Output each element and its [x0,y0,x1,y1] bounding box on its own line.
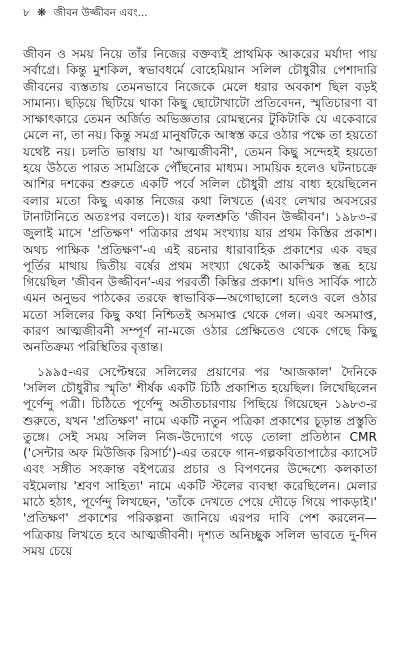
page-number: ৮ [23,7,30,19]
running-title: জীবন উজ্জীবন এবং... [53,7,148,19]
paragraph-2: ১৯৯৫-এর সেপ্টেম্বরে সলিলের প্রয়াণের পর 'আজকাল' দৈনিকে 'সলিল চৌধুরীর স্মৃতি' শীর্ষক একটি চিঠি প্রকাশিত হয়েছিল। লিখেছিলেন পূর্ণেন্দু পত্রী। চিঠিতে পূর্ণেন্দু অতীতচারণায় পিছিয়ে গিয়েছেন ১৯৮৩-র শুরুতে, যখন 'প্রতিক্ষণ' নামে একটি নতুন পত্রিকা প্রকাশের চূড়ান্ত প্রস্তুতি তুঙ্গে। সেই সময় সলিল নিজ-উদ্যোগে গড়ে তোলা প্রতিষ্ঠান CMR ('সেন্টার অফ মিউজিক রিসার্চ')-এর তরফে গান-গল্পকবিতাপাঠের ক্যাসেট এবং সঙ্গীত সংক্রান্ত বইপত্রের প্রচার ও বিপণনের উদ্দেশ্যে কলকাতা বইমেলায় 'শ্রবণ সাহিত্য' নামে একটি স্টলের ব্যবস্থা করেছিলেন। মেলার মাঠে হঠাৎ, পূর্ণেন্দু লিখছেন, 'তাঁকে দেখতে পেয়ে দৌড়ে গিয়ে পাকড়াই।' 'প্রতিক্ষণ' প্রকাশের পরিকল্পনা জানিয়ে এরপর দাবি পেশ করলেন—পত্রিকায় লিখতে হবে আত্মজীবনী। দৃশ্যত অনিচ্ছুক সলিল ভাবতে দু-দিন সময় চেয়ে [23,364,377,558]
paragraph-1: জীবন ও সময় নিয়ে তাঁর নিজের বক্তব্যই প্রাথমিক আকরের মর্যাদা পায় সর্বাগ্রে। কিন্তু মুশকিল, স্বভাবধর্মে বোহেমিয়ান সলিল চৌধুরীর পেশাদারি জীবনের ব্যস্ততায় তেমনভাবে নিজেকে মেলে ধরার অবকাশ ছিল বড়ই সামান্য। ছড়িয়ে ছিটিয়ে থাকা কিছু ছোটোখাটো প্রতিবেদন, স্মৃতিচারণা বা সাক্ষাৎকারে তেমন অর্জিত অভিজ্ঞতার রোমন্থনের টুকিটাকি যে একেবারে মেলে না, তা নয়। কিন্তু সমগ্র মানুষটিকে আস্বস্ত করে ওঠার পক্ষে তা হয়তো যথেষ্ট নয়। চলতি ভাষায় যা 'আত্মজীবনী', তেমন কিছু সন্দেহই হয়তো হয়ে উঠতে পারত সামগ্রিকে পৌঁছনোর মাধ্যম। সাময়িক হলেও ঘটনাচক্রে আশির দশকের শুরুতে একটি পর্বে সলিল চৌধুরী প্রায় বাধ্য হয়েছিলেন বলার মতো কিছু একান্ত নিজের কথা লিখতে (এবং লেখার অবসরের টানাটানিতে অতঃপর বলতে)। যার ফলশ্রুতি 'জীবন উজ্জীবন'। ১৯৮৩-র জুলাই মাসে 'প্রতিক্ষণ' পত্রিকার প্রথম সংখ্যায় যার প্রথম কিস্তির প্রকাশ। অথচ পাক্ষিক 'প্রতিক্ষণ'-এ এই রচনার ধারাবাহিক প্রকাশের এক বছর পূর্তির মাথায় দ্বিতীয় বর্ষের প্রথম সংখ্যা থেকেই আকস্মিক স্তব্ধ হয়ে গিয়েছিল 'জীবন উজ্জীবন'-এর পরবর্তী কিস্তির প্রকাশ। যদিও সার্বিক পাঠে এমন অনুভব পাঠকের তরফে স্বাভাবিক—অগোছালো হলেও বলে ওঠার মতো সলিলের কিছু কথা নিশ্চিতই অসমাপ্ত থেকে গেল। এবং অসমাপ্ত, কারণ আত্মজীবনী সম্পূর্ণ না-মজে ওঠার প্রেক্ষিতেও থেকে গেছে কিছু অনতিক্রম্য পরিস্থিতির বৃত্তান্ত। [23,47,377,355]
body-text [23,46,377,559]
running-head [23,6,377,20]
ornament-icon: ❋ [37,6,47,19]
